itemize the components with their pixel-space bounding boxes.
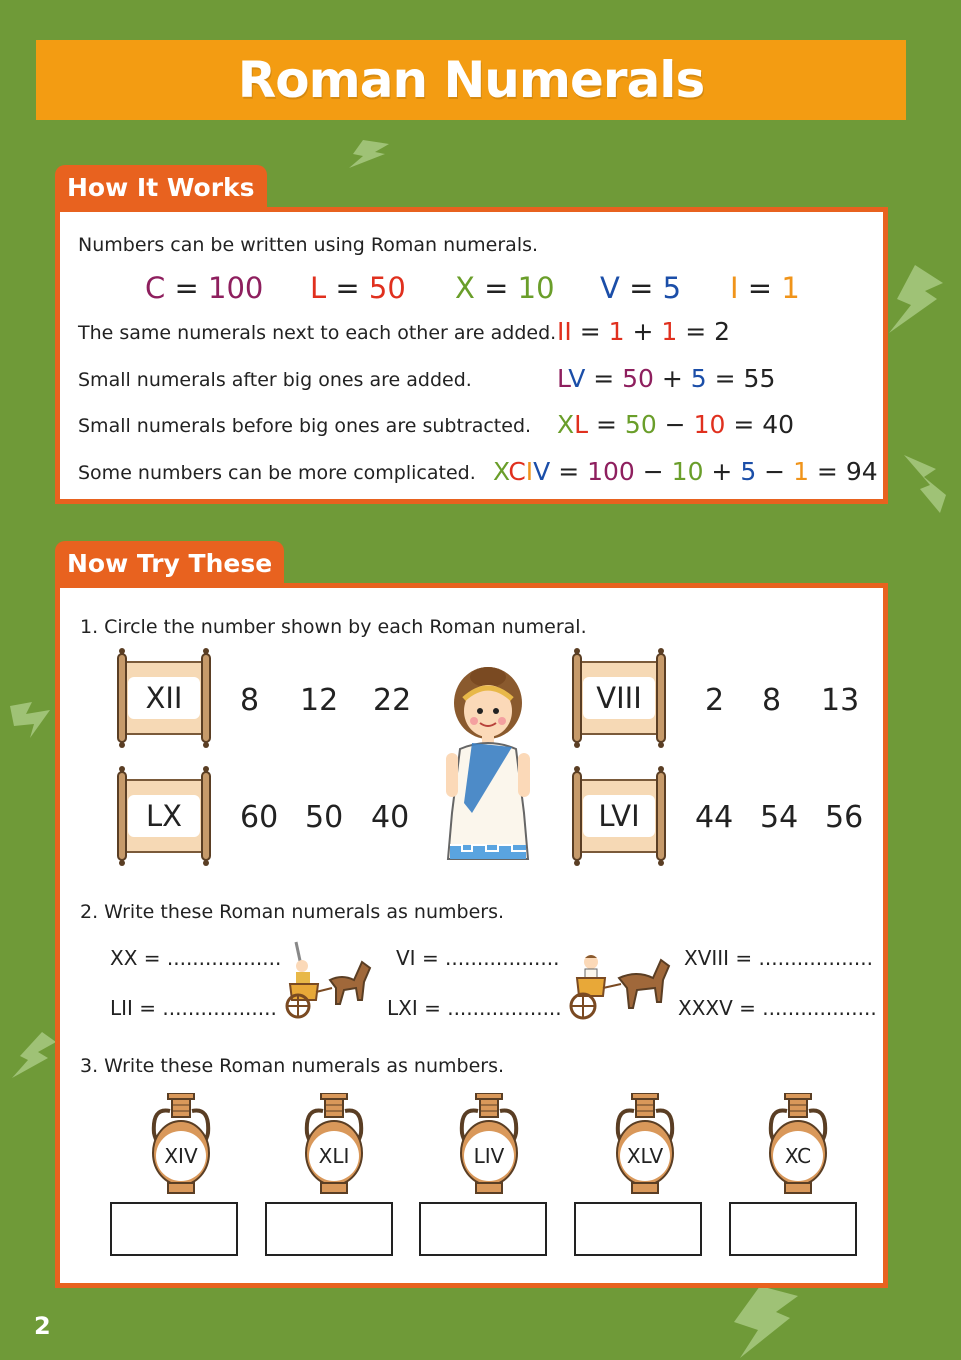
lightning-icon	[345, 140, 393, 170]
answer-box[interactable]	[574, 1202, 702, 1256]
amphora-xiv	[148, 1093, 214, 1195]
answer-option[interactable]: 56	[825, 800, 864, 835]
chariot-illustration	[565, 952, 673, 1022]
amphora-xc	[765, 1093, 831, 1195]
amphora-numeral: XLI	[309, 1131, 359, 1181]
scroll-xii	[112, 648, 216, 748]
lightning-icon	[10, 700, 54, 740]
scroll-lx	[112, 766, 216, 866]
answer-box[interactable]	[110, 1202, 238, 1256]
numeral-value-i: I = 1	[730, 271, 800, 305]
scroll-numeral: LVI	[583, 795, 655, 837]
lightning-icon	[900, 455, 950, 513]
amphora-numeral: XC	[773, 1131, 823, 1181]
scroll-numeral: LX	[128, 795, 200, 837]
answer-box[interactable]	[265, 1202, 393, 1256]
chariot-illustration	[282, 940, 372, 1022]
rule-1-text: The same numerals next to each other are added.	[78, 322, 557, 344]
rule-2-example: LV = 50 + 5 = 55	[557, 364, 776, 393]
scroll-numeral: VIII	[583, 677, 655, 719]
now-try-these-panel	[55, 583, 888, 1288]
answer-box[interactable]	[419, 1202, 547, 1256]
how-it-works-panel	[55, 207, 888, 504]
question-3-text: 3. Write these Roman numerals as numbers.	[80, 1055, 505, 1077]
q2-answer-field[interactable]: XX = ..................	[110, 946, 282, 970]
how-it-works-tab: How It Works	[55, 165, 267, 207]
lightning-icon	[8, 1032, 58, 1080]
numeral-value-c: C = 100	[145, 271, 264, 305]
lightning-icon	[885, 265, 945, 335]
rule-4-text: Some numbers can be more complicated.	[78, 462, 476, 484]
answer-option[interactable]: 13	[821, 683, 860, 718]
page-title: Roman Numerals	[237, 51, 705, 109]
numeral-value-v: V = 5	[600, 271, 682, 305]
rule-4-example: XCIV = 100 − 10 + 5 − 1 = 94	[493, 457, 878, 486]
q2-answer-field[interactable]: XXXV = ..................	[678, 996, 877, 1020]
q2-answer-field[interactable]: LXI = ..................	[387, 996, 562, 1020]
answer-option[interactable]: 50	[305, 800, 344, 835]
answer-box[interactable]	[729, 1202, 857, 1256]
amphora-numeral: LIV	[464, 1131, 514, 1181]
numeral-value-l: L = 50	[310, 271, 406, 305]
scroll-viii	[567, 648, 671, 748]
amphora-liv	[456, 1093, 522, 1195]
scroll-lvi	[567, 766, 671, 866]
answer-option[interactable]: 8	[762, 683, 782, 718]
rule-3-example: XL = 50 − 10 = 40	[557, 410, 795, 439]
question-2-text: 2. Write these Roman numerals as numbers.	[80, 901, 505, 923]
answer-option[interactable]: 54	[760, 800, 799, 835]
answer-option[interactable]: 60	[240, 800, 279, 835]
q2-answer-field[interactable]: VI = ..................	[396, 946, 560, 970]
rule-2-text: Small numerals after big ones are added.	[78, 369, 472, 391]
q2-answer-field[interactable]: XVIII = ..................	[684, 946, 873, 970]
lightning-icon	[720, 1286, 800, 1358]
title-banner	[36, 40, 906, 120]
rule-3-text: Small numerals before big ones are subtracted.	[78, 415, 532, 437]
question-1-text: 1. Circle the number shown by each Roman numeral.	[80, 616, 587, 638]
numeral-value-x: X = 10	[455, 271, 555, 305]
amphora-numeral: XIV	[156, 1131, 206, 1181]
answer-option[interactable]: 44	[695, 800, 734, 835]
answer-option[interactable]: 40	[371, 800, 410, 835]
answer-option[interactable]: 12	[300, 683, 339, 718]
answer-option[interactable]: 8	[240, 683, 260, 718]
roman-girl-illustration	[442, 663, 534, 873]
answer-option[interactable]: 22	[373, 683, 412, 718]
now-try-these-tab: Now Try These	[55, 541, 284, 583]
amphora-numeral: XLV	[620, 1131, 670, 1181]
intro-text: Numbers can be written using Roman numerals.	[78, 234, 539, 256]
page-number: 2	[34, 1312, 51, 1340]
answer-option[interactable]: 2	[705, 683, 725, 718]
amphora-xlv	[612, 1093, 678, 1195]
rule-1-example: II = 1 + 1 = 2	[557, 317, 730, 346]
amphora-xli	[301, 1093, 367, 1195]
q2-answer-field[interactable]: LII = ..................	[110, 996, 277, 1020]
scroll-numeral: XII	[128, 677, 200, 719]
